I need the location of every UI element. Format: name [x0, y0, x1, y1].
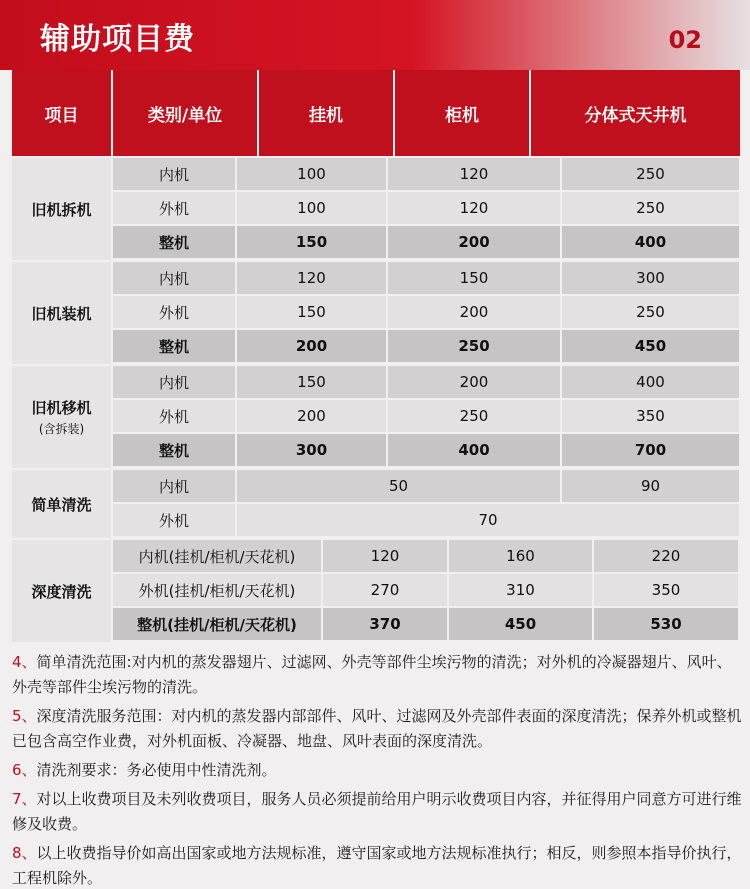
price-cell: 200 [388, 226, 562, 260]
price-cell: 300 [562, 262, 739, 296]
price-cell: 150 [237, 296, 388, 330]
group-label [12, 470, 113, 538]
notes [12, 650, 742, 889]
price-cell: 370 [323, 608, 449, 642]
price-cell: 270 [323, 574, 449, 608]
table-row [113, 608, 740, 642]
note-7 [12, 787, 742, 837]
price-cell: 200 [388, 296, 562, 330]
price-cell: 310 [449, 574, 594, 608]
row-group [12, 540, 740, 642]
price-cell: 100 [237, 192, 388, 226]
category-cell: 外机(挂机/柜机/天花机) [113, 574, 323, 608]
group-label [12, 262, 113, 364]
note-4 [12, 650, 742, 700]
price-cell: 530 [594, 608, 738, 642]
category-cell: 内机 [113, 470, 237, 504]
note-text: 以上收费指导价如高出国家或地方法规标准，遵守国家或地方法规标准执行；相反，则参照本指导价执行，工程机除外。 [12, 844, 742, 887]
table-row [113, 192, 740, 226]
price-cell: 120 [323, 540, 449, 574]
table-row [113, 330, 740, 364]
price-cell: 150 [237, 366, 388, 400]
category-cell: 外机 [113, 296, 237, 330]
row-group [12, 366, 740, 468]
note-number: 7、 [12, 790, 37, 808]
price-cell: 250 [388, 330, 562, 364]
group-label [12, 540, 113, 642]
row-group [12, 262, 740, 364]
note-text: 对以上收费项目及未列收费项目，服务人员必须提前给用户明示收费项目内容，并征得用户同意方可进行维修及收费。 [12, 790, 742, 833]
price-cell: 100 [237, 158, 388, 192]
note-number: 5、 [12, 707, 37, 725]
price-cell: 300 [237, 434, 388, 468]
price-cell: 250 [562, 158, 739, 192]
price-cell: 120 [237, 262, 388, 296]
group-label-text: 旧机装机 [31, 304, 92, 323]
group-label-text: 旧机移机 [31, 399, 92, 417]
price-cell: 120 [388, 192, 562, 226]
price-cell: 250 [388, 400, 562, 434]
header-cabinet-unit: 柜机 [395, 70, 531, 156]
group-sublabel: (含拆装) [38, 422, 85, 436]
price-cell: 120 [388, 158, 562, 192]
table-header [12, 70, 740, 156]
table-row [113, 504, 740, 538]
table-row [113, 540, 740, 574]
price-cell: 350 [594, 574, 738, 608]
header-ceiling-unit: 分体式天井机 [531, 70, 740, 156]
price-cell: 450 [562, 330, 739, 364]
group-label-text: 简单清洗 [31, 495, 92, 514]
category-cell: 外机 [113, 400, 237, 434]
price-cell: 250 [562, 192, 739, 226]
price-cell: 350 [562, 400, 739, 434]
group-label [12, 158, 113, 260]
note-text: 简单清洗范围:对内机的蒸发器翅片、过滤网、外壳等部件尘埃污物的清洗；对外机的冷凝器翅片、风叶、外壳等部件尘埃污物的清洗。 [12, 653, 732, 696]
category-cell: 内机 [113, 158, 237, 192]
price-cell: 200 [388, 366, 562, 400]
price-cell: 200 [237, 330, 388, 364]
page-title: 辅助项目费 [40, 22, 195, 57]
price-cell: 250 [562, 296, 739, 330]
row-group [12, 158, 740, 260]
category-cell: 整机 [113, 330, 237, 364]
price-cell: 450 [449, 608, 594, 642]
category-cell: 外机 [113, 504, 237, 538]
table-row [113, 262, 740, 296]
table-row [113, 434, 740, 468]
price-cell: 220 [594, 540, 738, 574]
note-8 [12, 841, 742, 889]
header-wall-unit: 挂机 [259, 70, 395, 156]
table-row [113, 226, 740, 260]
note-number: 4、 [12, 653, 37, 671]
price-cell: 400 [562, 366, 739, 400]
price-cell: 150 [237, 226, 388, 260]
note-6 [12, 758, 742, 783]
price-cell: 400 [388, 434, 562, 468]
price-cell: 160 [449, 540, 594, 574]
price-cell: 200 [237, 400, 388, 434]
table-row [113, 574, 740, 608]
price-cell: 700 [562, 434, 739, 468]
group-label-text: 旧机拆机 [31, 200, 92, 219]
price-cell: 90 [562, 470, 739, 504]
title-banner [0, 0, 750, 70]
table-row [113, 400, 740, 434]
category-cell: 外机 [113, 192, 237, 226]
note-text: 深度清洗服务范围：对内机的蒸发器内部部件、风叶、过滤网及外壳部件表面的深度清洗；保养外机或整机已包含高空作业费，对外机面板、冷凝器、地盘、风叶表面的深度清洗。 [12, 707, 742, 750]
category-cell: 内机 [113, 262, 237, 296]
price-cell: 70 [237, 504, 739, 538]
table-row [113, 366, 740, 400]
price-cell: 400 [562, 226, 739, 260]
fee-table [12, 70, 740, 642]
price-cell: 50 [237, 470, 562, 504]
category-cell: 整机 [113, 226, 237, 260]
table-row [113, 296, 740, 330]
header-category: 类别/单位 [113, 70, 259, 156]
group-label-text: 深度清洗 [31, 582, 92, 601]
note-text: 清洗剂要求：务必使用中性清洗剂。 [36, 761, 277, 779]
category-cell: 整机(挂机/柜机/天花机) [113, 608, 323, 642]
page-number: 02 [668, 26, 702, 54]
category-cell: 整机 [113, 434, 237, 468]
table-row [113, 158, 740, 192]
table-row [113, 470, 740, 504]
header-item: 项目 [12, 70, 113, 156]
note-5 [12, 704, 742, 754]
group-label [12, 366, 113, 468]
row-group [12, 470, 740, 538]
category-cell: 内机 [113, 366, 237, 400]
price-cell: 150 [388, 262, 562, 296]
table-body [12, 158, 740, 642]
category-cell: 内机(挂机/柜机/天花机) [113, 540, 323, 574]
note-number: 8、 [12, 844, 37, 862]
note-number: 6、 [12, 761, 37, 779]
